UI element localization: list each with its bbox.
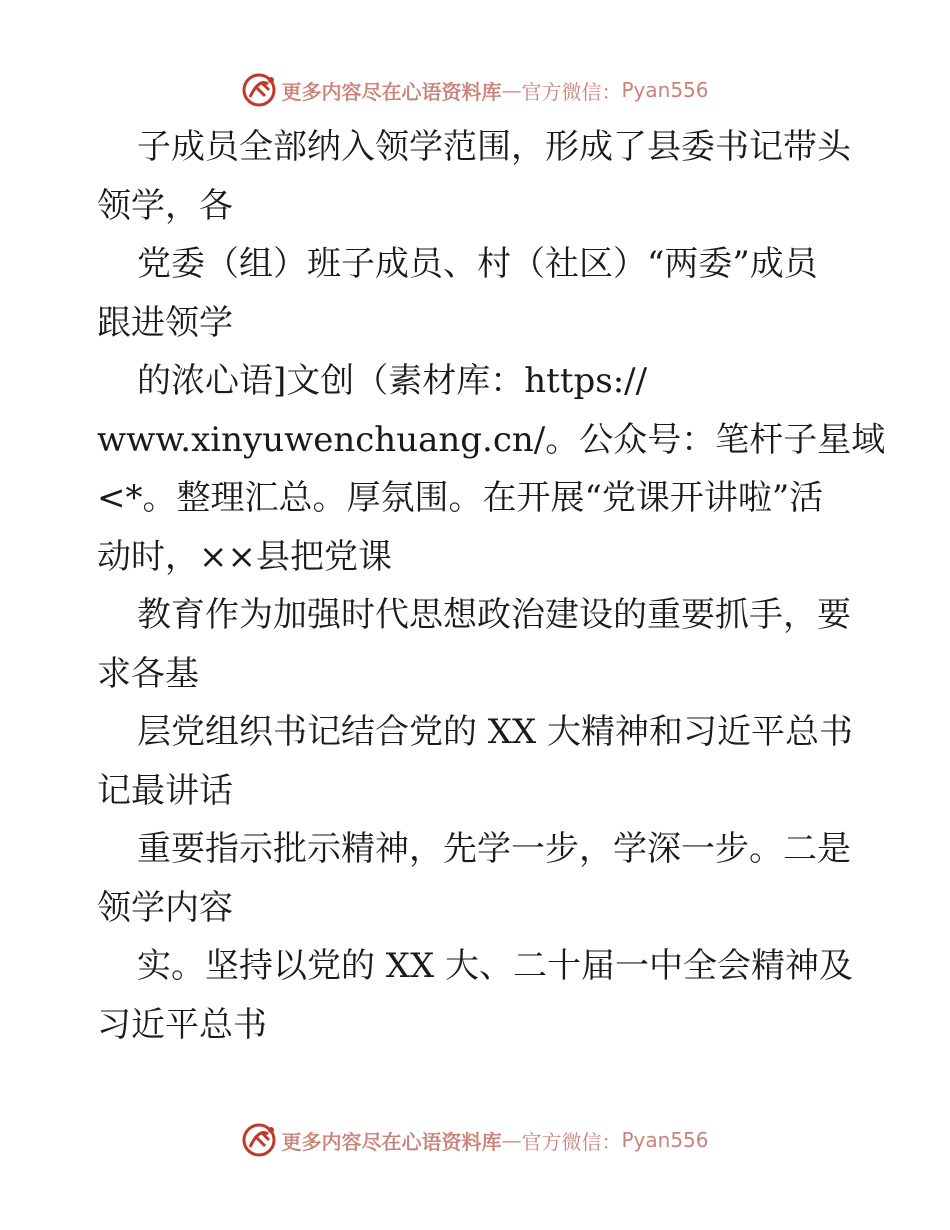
text-line: <*。整理汇总。厚氛围。在开展“党课开讲啦”活 <box>97 478 824 518</box>
text-line: 动时，××县把党课 <box>97 536 392 577</box>
banner-separator: — <box>501 1128 522 1152</box>
text-line: 习近平总书 <box>97 1004 267 1045</box>
text-line: 求各基 <box>97 653 199 694</box>
text-line: 教育作为加强时代思想政治建设的重要抓手，要 <box>137 595 851 635</box>
text-line: 重要指示批示精神，先学一步，学深一步。二是 <box>137 829 851 869</box>
banner-wechat-label: 官方微信： <box>521 79 622 104</box>
text-line: 实。坚持以党的 XX 大、二十届一中全会精神及 <box>137 946 854 986</box>
text-line: 记最讲话 <box>97 770 233 811</box>
banner-title: 更多内容尽在心语资料库 <box>281 79 502 104</box>
footer-banner <box>0 1120 950 1160</box>
text-line: 领学内容 <box>97 887 233 928</box>
text-line: 领学，各 <box>97 185 233 226</box>
brand-logo-icon <box>241 1122 277 1158</box>
text-line: 层党组织书记结合党的 XX 大精神和习近平总书 <box>137 712 854 752</box>
text-line: 的浓心语]文创（素材库：https:// <box>137 361 648 401</box>
brand-logo-icon <box>241 72 277 108</box>
banner-wechat-label: 官方微信： <box>521 1129 622 1154</box>
document-body <box>97 118 886 1054</box>
banner-title: 更多内容尽在心语资料库 <box>281 1129 502 1154</box>
text-line: www.xinyuwenchuang.cn/。公众号：笔杆子星域 <box>97 419 886 460</box>
text-line: 跟进领学 <box>97 302 233 343</box>
banner-wechat-id: Pyan556 <box>621 1128 709 1152</box>
banner-separator: — <box>501 78 522 102</box>
text-line: 党委（组）班子成员、村（社区）“两委”成员 <box>137 244 818 284</box>
header-banner <box>0 70 950 110</box>
text-line: 子成员全部纳入领学范围，形成了县委书记带头 <box>137 127 851 167</box>
banner-wechat-id: Pyan556 <box>621 78 709 102</box>
